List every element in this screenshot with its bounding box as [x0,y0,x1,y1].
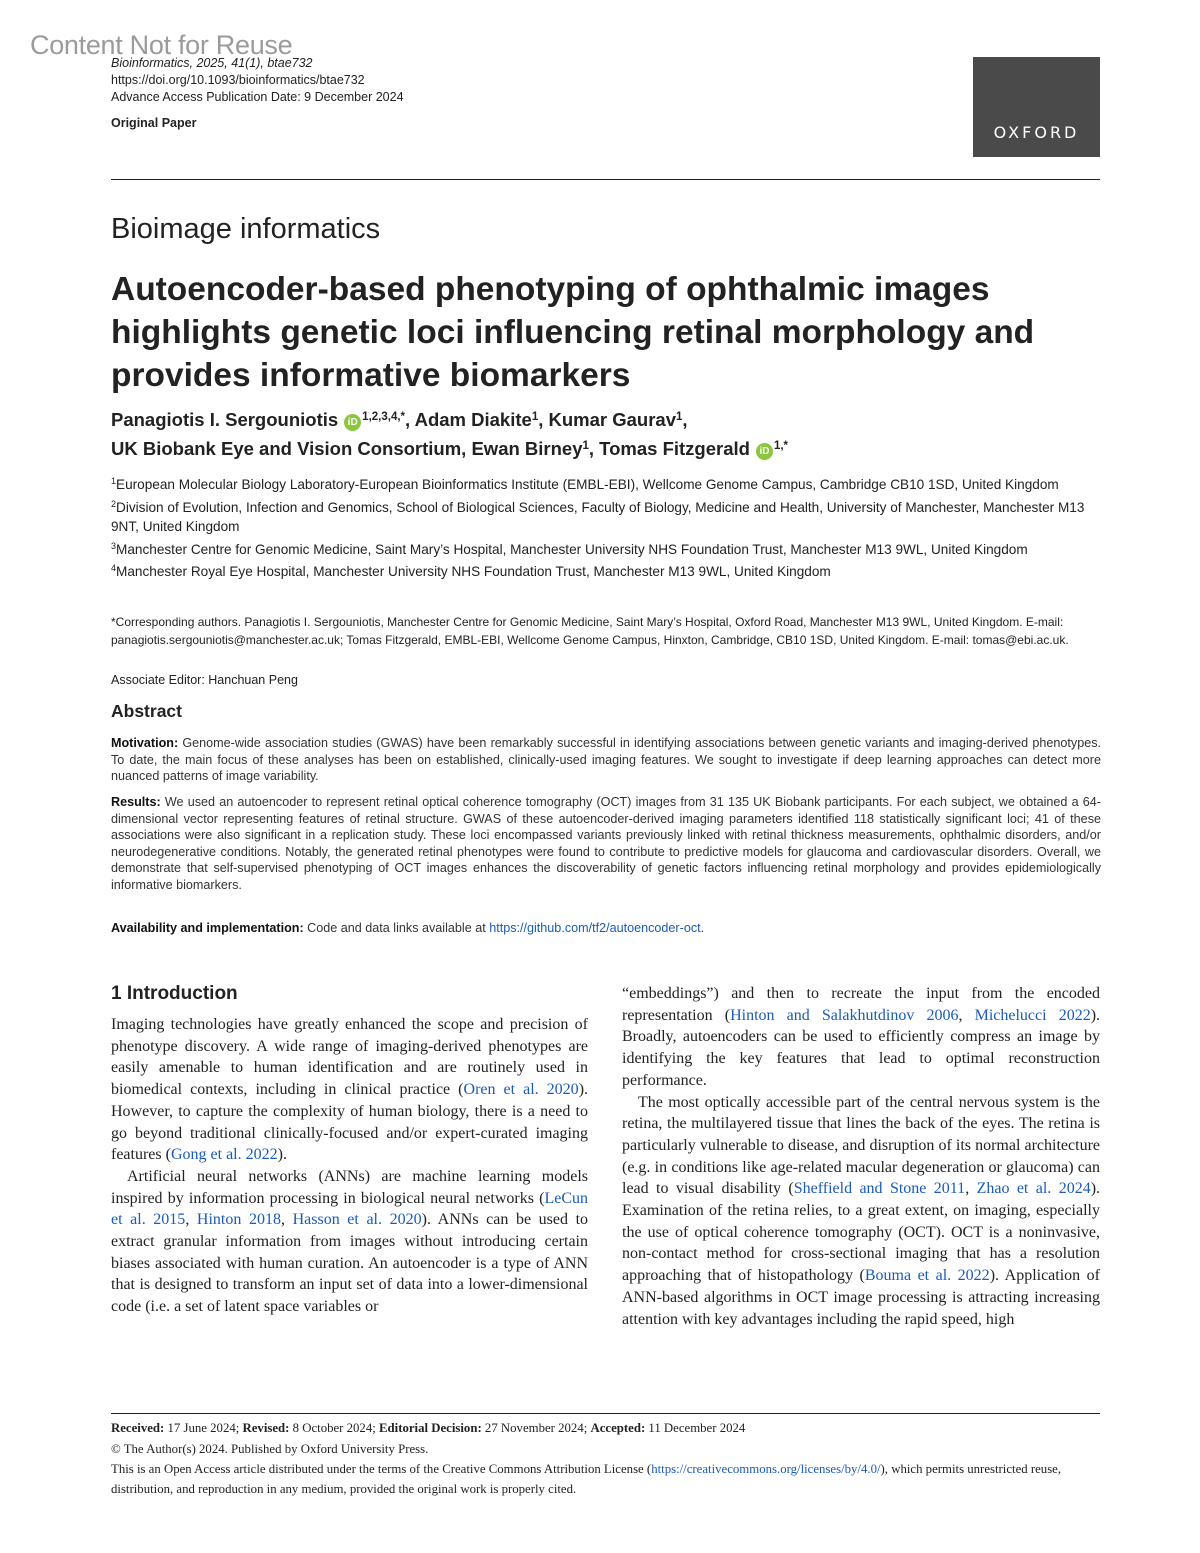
citation-link[interactable]: Bouma et al. 2022 [864,1267,990,1285]
doi-link[interactable]: https://doi.org/10.1093/bioinformatics/btae732 [111,73,365,87]
citation-link[interactable]: Hinton 2018 [196,1211,281,1229]
orcid-icon[interactable]: iD [344,414,361,431]
affiliation-item: $^1$European Molecular Biology Laboratory-European Bioinformatics Institute (EMBL-EBI), Wellcome Genome Campus, Cambridge CB10 1SD, United Kingdom [111,476,1059,492]
intro-text: , [185,1211,197,1229]
citation-link[interactable]: Hasson et al. 2020 [292,1211,422,1229]
copyright-line: © The Author(s) 2024. Published by Oxford University Press. [111,1442,429,1456]
author-sep: , [682,409,688,430]
license-link[interactable]: https://creativecommons.org/licenses/by/4.0/ [651,1462,881,1476]
abstract-heading: Abstract [111,701,182,721]
abstract-availability: Availability and implementation: Code and data links available at https://github.com/tf2/autoencoder-oct. [111,921,705,935]
citation-link[interactable]: Gong et al. 2022 [170,1146,278,1164]
header-rule [111,179,1100,180]
affiliation-item: $^2$Division of Evolution, Infection and Genomics, School of Biological Sciences, Faculty of Biology, Medicine and Health, University of Manchester, Manchester M13 9NT, United Kingdom [111,498,1085,534]
abstract-results: Results: We used an autoencoder to represent retinal optical coherence tomography (OCT) images from 31 135 UK Biobank participants. For each subject, we obtained a 64-dimensional vector representing features of retinal structure. GWAS of these autoencoder-derived imaging parameters identified 118 statistically significant loci; 41 of these associations were also significant in a replication study. These loci encompassed variants previously linked with retinal thickness measurements, ophthalmic disorders, and/or neurodegenerative conditions. Notably, the generated retinal phenotypes were found to contribute to predictive models for glaucoma and cardiovascular disorders. Overall, we demonstrate that self-supervised phenotyping of OCT images enhances the discoverability of genetic factors influencing retinal morphology and provides epidemiologically informative biomarkers. [111,795,1101,892]
intro-text: “embeddings”) and then to recreate the input from the encoded representation ( [622,985,1100,1024]
author-sup: 1 [582,440,589,452]
abstract-motivation: Motivation: Genome-wide association studies (GWAS) have been remarkably successful in identifying associations between genetic variants and imaging-derived phenotypes. To date, the main focus of these analyses has been on established, clinically-used imaging features. We sought to investigate if deep learning approaches can detect more nuanced patterns of image variability. [111,736,1101,784]
intro-right-column [622,983,1100,1330]
author-sup: 1 [676,411,683,423]
paper-title: Autoencoder-based phenotyping of ophthalmic images highlights genetic loci influencing retinal morphology and provides informative biomarkers [111,271,1035,394]
author-name[interactable]: UK Biobank Eye and Vision Consortium, Ewan Birney [111,438,583,459]
intro-text: ). [277,1146,287,1164]
intro-text: ). Examination of the retina relies, to a great extent, on imaging, especially the use of optical coherence tomography (OCT). OCT is a noninvasive, non-contact method for cross-sectional imaging that has a resolution approaching that of histopathology ( [622,1180,1101,1285]
section-label: Bioimage informatics [111,213,381,245]
author-name[interactable]: , Tomas Fitzgerald [588,438,750,459]
intro-left-column [111,1014,588,1318]
citation-link[interactable]: Oren et al. 2020 [463,1081,579,1099]
intro-text: , [958,1006,975,1024]
author-sup: 1 [531,411,539,423]
author-name[interactable]: , Adam Diakite [405,409,532,430]
orcid-icon[interactable]: iD [756,443,773,460]
intro-heading: 1 Introduction [111,983,238,1004]
license-text: This is an Open Access article distributed under the terms of the Creative Commons Attribution License (https://creativecommons.org/licenses/by/4.0/), which permits unrestricted reuse, distribution, and reproduction in any medium, provided the original work is properly cited. [111,1462,1062,1496]
oxford-logo-text: OXFORD [993,123,1080,142]
code-link[interactable]: https://github.com/tf2/autoencoder-oct [489,921,701,935]
advance-access-date: Advance Access Publication Date: 9 December 2024 [111,90,404,104]
author-list [111,404,1101,462]
journal-header [111,55,404,132]
affiliations [111,472,1101,582]
affiliation-item: $^4$Manchester Royal Eye Hospital, Manchester University NHS Foundation Trust, Manchester M13 9WL, United Kingdom [111,563,831,579]
citation-link[interactable]: Michelucci 2022 [974,1006,1091,1024]
watermark: Content Not for Reuse [30,30,293,60]
intro-paragraph [111,1014,588,1166]
intro-text: , [965,1180,977,1198]
intro-text: Artificial neural networks (ANNs) are machine learning models inspired by information processing in biological neural networks ( [111,1167,588,1207]
author-name[interactable]: Panagiotis I. Sergouniotis [111,409,339,430]
footer-rule [111,1413,1100,1414]
author-sup: 1,* [773,440,789,452]
intro-paragraph [622,983,1100,1092]
author-sup: 1,2,3,4,* [362,411,406,423]
oxford-logo [973,57,1100,157]
intro-paragraph [111,1166,588,1318]
citation-link[interactable]: Sheffield and Stone 2011 [793,1180,966,1198]
paper-type: Original Paper [111,116,197,130]
intro-text: ). Broadly, autoencoders can be used to efficiently compress an image by identifying the key features that lead to optimal reconstruction performance. [622,1006,1101,1089]
corresponding-authors: *Corresponding authors. Panagiotis I. Sergouniotis, Manchester Centre for Genomic Medicine, Saint Mary’s Hospital, Oxford Road, Manchester M13 9WL, United Kingdom. E-mail: panagiotis.sergouniotis@manchester.ac.uk; Tomas Fitzgerald, EMBL-EBI, Wellcome Genome Campus, Hinxton, Cambridge, CB10 1SD, United Kingdom. E-mail: tomas@ebi.ac.uk. [111,615,1069,647]
dates-line: Received: 17 June 2024; Revised: 8 October 2024; Editorial Decision: 27 November 2024; Accepted: 11 December 2024 [111,1421,746,1435]
citation-link[interactable]: Zhao et al. 2024 [976,1180,1091,1198]
intro-text: ). However, to capture the complexity of human biology, there is a need to go beyond traditional clinically-focused and/or expert-curated imaging features ( [111,1081,589,1164]
intro-text: ). Application of ANN-based algorithms in OCT image processing is attracting increasing attention with key advantages including the rapid speed, high [622,1267,1101,1328]
citation-link[interactable]: LeCun et al. 2015 [111,1189,588,1229]
affiliation-item: $^3$Manchester Centre for Genomic Medicine, Saint Mary’s Hospital, Manchester University NHS Foundation Trust, Manchester M13 9WL, United Kingdom [111,540,1028,557]
intro-text: ). ANNs can be used to extract granular information from images without introducing certain biases associated with human curation. An autoencoder is a type of ANN that is designed to transform an input set of data into a lower-dimensional code (i.e. a set of latent space variables or [111,1211,589,1316]
intro-text: , [280,1211,293,1229]
author-name[interactable]: , Kumar Gaurav [538,409,677,430]
citation-link[interactable]: Hinton and Salakhutdinov 2006 [730,1006,959,1024]
intro-paragraph [622,1092,1100,1331]
intro-text: The most optically accessible part of the central nervous system is the retina, the multilayered tissue that lines the back of the eyes. The retina is particularly vulnerable to disease, and disruption of its normal architecture (e.g. in conditions like age-related macular degeneration or glaucoma) can lead to visual disability ( [622,1093,1100,1198]
intro-text: Imaging technologies have greatly enhanced the scope and precision of phenotype discovery. A wide range of imaging-derived phenotypes are easily amenable to human identification and are routinely used in biomedical contexts, including in clinical practice ( [111,1016,588,1099]
associate-editor: Associate Editor: Hanchuan Peng [111,673,298,687]
journal-line: Bioinformatics, 2025, 41(1), btae732 [111,56,313,70]
